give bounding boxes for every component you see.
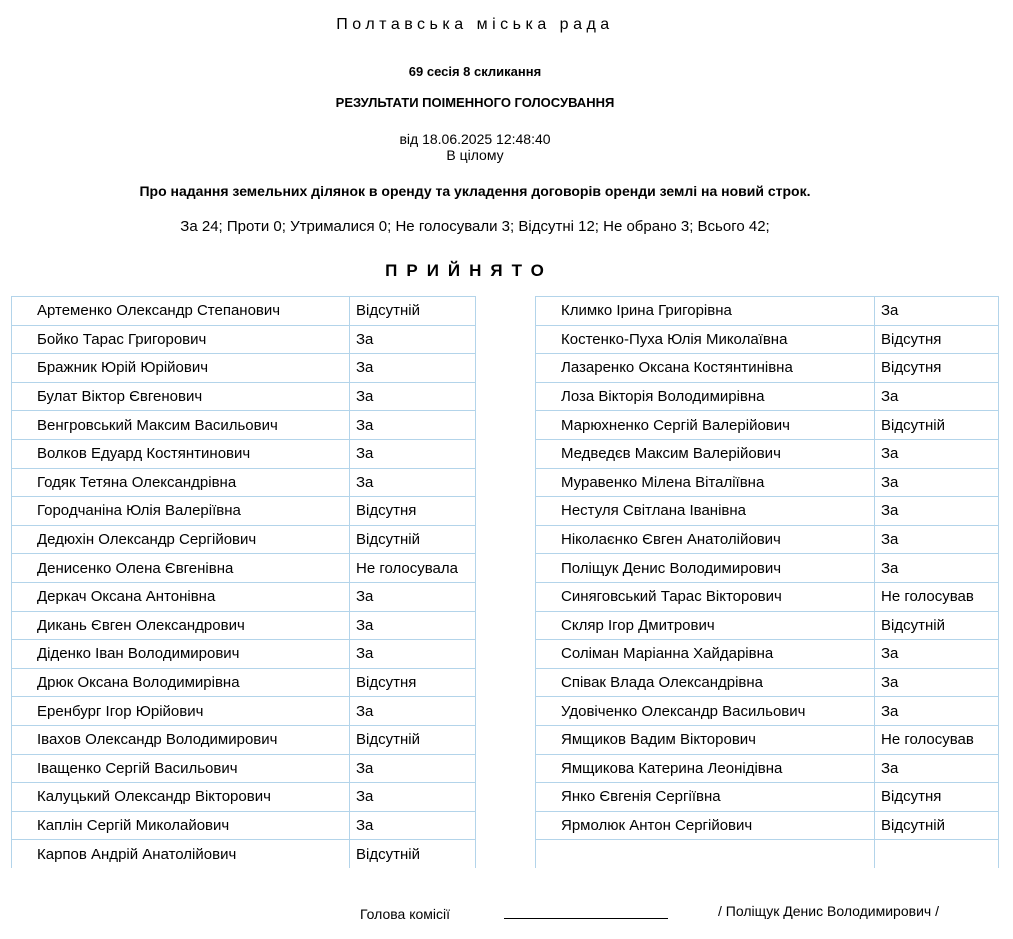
deputy-name: Волков Едуард Костянтинович xyxy=(12,439,350,468)
vote-result: За xyxy=(350,783,476,812)
vote-result: Не голосувала xyxy=(350,554,476,583)
vote-result xyxy=(875,840,999,869)
table-row xyxy=(536,554,999,583)
deputy-name: Лоза Вікторія Володимирівна xyxy=(536,382,875,411)
table-row xyxy=(12,725,476,754)
signature-name: / Поліщук Денис Володимирович / xyxy=(718,903,939,919)
deputy-name: Годяк Тетяна Олександрівна xyxy=(12,468,350,497)
council-name: Полтавська міська рада xyxy=(336,16,614,33)
deputy-name: Поліщук Денис Володимирович xyxy=(536,554,875,583)
table-row xyxy=(12,497,476,526)
table-row xyxy=(12,754,476,783)
vote-mode: В цілому xyxy=(446,147,504,163)
table-row xyxy=(536,640,999,669)
vote-result: Не голосував xyxy=(875,725,999,754)
decision-status: ПРИЙНЯТО xyxy=(385,261,553,280)
vote-result: За xyxy=(350,382,476,411)
table-row xyxy=(12,811,476,840)
vote-result: Відсутній xyxy=(875,811,999,840)
vote-result: Відсутній xyxy=(875,611,999,640)
vote-result: Відсутня xyxy=(875,783,999,812)
vote-subject: Про надання земельних ділянок в оренду та укладення договорів оренди землі на новий строк. xyxy=(139,183,811,199)
vote-result: За xyxy=(350,439,476,468)
table-row xyxy=(536,697,999,726)
table-row xyxy=(536,297,999,326)
deputy-name: Еренбург Ігор Юрійович xyxy=(12,697,350,726)
deputy-name: Удовіченко Олександр Васильович xyxy=(536,697,875,726)
deputy-name: Карпов Андрій Анатолійович xyxy=(12,840,350,869)
vote-result: За xyxy=(350,468,476,497)
vote-result: За xyxy=(875,439,999,468)
vote-result: За xyxy=(350,811,476,840)
vote-result: Відсутній xyxy=(350,297,476,326)
table-row xyxy=(12,411,476,440)
table-row xyxy=(536,725,999,754)
table-row xyxy=(12,697,476,726)
deputy-name: Муравенко Мілена Віталіївна xyxy=(536,468,875,497)
deputy-name: Діденко Іван Володимирович xyxy=(12,640,350,669)
table-row xyxy=(12,640,476,669)
results-title: РЕЗУЛЬТАТИ ПОІМЕННОГО ГОЛОСУВАННЯ xyxy=(335,95,615,110)
table-row xyxy=(12,668,476,697)
table-row xyxy=(12,297,476,326)
signature-label: Голова комісії xyxy=(360,906,450,922)
deputy-name: Деркач Оксана Антонівна xyxy=(12,582,350,611)
table-row xyxy=(536,411,999,440)
vote-result: За xyxy=(350,640,476,669)
vote-result: За xyxy=(875,382,999,411)
session-title: 69 сесія 8 скликання xyxy=(408,64,542,79)
deputy-name: Денисенко Олена Євгенівна xyxy=(12,554,350,583)
deputy-name: Калуцький Олександр Вікторович xyxy=(12,783,350,812)
table-row xyxy=(12,439,476,468)
deputy-name: Ямщикова Катерина Леонідівна xyxy=(536,754,875,783)
table-row xyxy=(12,354,476,383)
table-row xyxy=(536,439,999,468)
deputy-name: Дикань Євген Олександрович xyxy=(12,611,350,640)
vote-result: Не голосував xyxy=(875,582,999,611)
table-row xyxy=(536,325,999,354)
deputy-name: Марюхненко Сергій Валерійович xyxy=(536,411,875,440)
vote-result: За xyxy=(875,668,999,697)
table-row xyxy=(536,497,999,526)
vote-result: За xyxy=(875,640,999,669)
vote-result: За xyxy=(350,411,476,440)
deputy-name: Городчаніна Юлія Валеріївна xyxy=(12,497,350,526)
deputy-name: Венгровський Максим Васильович xyxy=(12,411,350,440)
table-row xyxy=(536,582,999,611)
vote-result: Відсутній xyxy=(350,725,476,754)
deputy-name: Ямщиков Вадим Вікторович xyxy=(536,725,875,754)
vote-datetime: від 18.06.2025 12:48:40 xyxy=(399,131,551,147)
table-row xyxy=(12,840,476,869)
table-row xyxy=(12,582,476,611)
vote-result: Відсутня xyxy=(350,497,476,526)
deputy-name: Дрюк Оксана Володимирівна xyxy=(12,668,350,697)
table-row xyxy=(536,525,999,554)
table-row xyxy=(12,554,476,583)
table-row xyxy=(536,840,999,869)
vote-result: За xyxy=(875,297,999,326)
vote-result: Відсутній xyxy=(350,840,476,869)
table-row xyxy=(12,611,476,640)
vote-result: За xyxy=(875,754,999,783)
table-row xyxy=(536,611,999,640)
deputy-name: Бойко Тарас Григорович xyxy=(12,325,350,354)
table-row xyxy=(12,783,476,812)
deputy-name: Соліман Маріанна Хайдарівна xyxy=(536,640,875,669)
vote-result: Відсутній xyxy=(350,525,476,554)
vote-result: За xyxy=(875,525,999,554)
table-row xyxy=(536,811,999,840)
deputy-name: Івахов Олександр Володимирович xyxy=(12,725,350,754)
deputy-name: Скляр Ігор Дмитрович xyxy=(536,611,875,640)
table-row xyxy=(12,525,476,554)
vote-result: Відсутня xyxy=(875,325,999,354)
deputy-name: Бражник Юрій Юрійович xyxy=(12,354,350,383)
table-row xyxy=(536,754,999,783)
deputy-name: Нестуля Світлана Іванівна xyxy=(536,497,875,526)
deputy-name: Ярмолюк Антон Сергійович xyxy=(536,811,875,840)
deputy-name: Каплін Сергій Миколайович xyxy=(12,811,350,840)
vote-result: За xyxy=(350,582,476,611)
deputy-name: Співак Влада Олександрівна xyxy=(536,668,875,697)
deputy-name: Дедюхін Олександр Сергійович xyxy=(12,525,350,554)
vote-table-right xyxy=(535,296,999,868)
vote-summary: За 24; Проти 0; Утрималися 0; Не голосували 3; Відсутні 12; Не обрано 3; Всього 42; xyxy=(180,218,770,235)
table-row xyxy=(536,354,999,383)
table-row xyxy=(12,325,476,354)
vote-result: За xyxy=(875,468,999,497)
table-row xyxy=(536,382,999,411)
vote-result: За xyxy=(350,754,476,783)
deputy-name xyxy=(536,840,875,869)
table-row xyxy=(536,468,999,497)
deputy-name: Костенко-Пуха Юлія Миколаївна xyxy=(536,325,875,354)
deputy-name: Янко Євгенія Сергіївна xyxy=(536,783,875,812)
table-row xyxy=(536,668,999,697)
vote-result: Відсутня xyxy=(875,354,999,383)
deputy-name: Климко Ірина Григорівна xyxy=(536,297,875,326)
deputy-name: Булат Віктор Євгенович xyxy=(12,382,350,411)
vote-result: За xyxy=(875,554,999,583)
vote-result: За xyxy=(875,497,999,526)
vote-result: За xyxy=(350,697,476,726)
table-row xyxy=(12,468,476,497)
vote-result: За xyxy=(350,611,476,640)
table-row xyxy=(536,783,999,812)
deputy-name: Ніколаєнко Євген Анатолійович xyxy=(536,525,875,554)
deputy-name: Синяговський Тарас Вікторович xyxy=(536,582,875,611)
table-row xyxy=(12,382,476,411)
deputy-name: Лазаренко Оксана Костянтинівна xyxy=(536,354,875,383)
vote-result: Відсутня xyxy=(350,668,476,697)
deputy-name: Іващенко Сергій Васильович xyxy=(12,754,350,783)
vote-result: За xyxy=(350,354,476,383)
signature-line xyxy=(504,918,668,919)
deputy-name: Артеменко Олександр Степанович xyxy=(12,297,350,326)
deputy-name: Медведєв Максим Валерійович xyxy=(536,439,875,468)
vote-result: За xyxy=(350,325,476,354)
vote-result: Відсутній xyxy=(875,411,999,440)
vote-table-left xyxy=(11,296,476,868)
vote-result: За xyxy=(875,697,999,726)
